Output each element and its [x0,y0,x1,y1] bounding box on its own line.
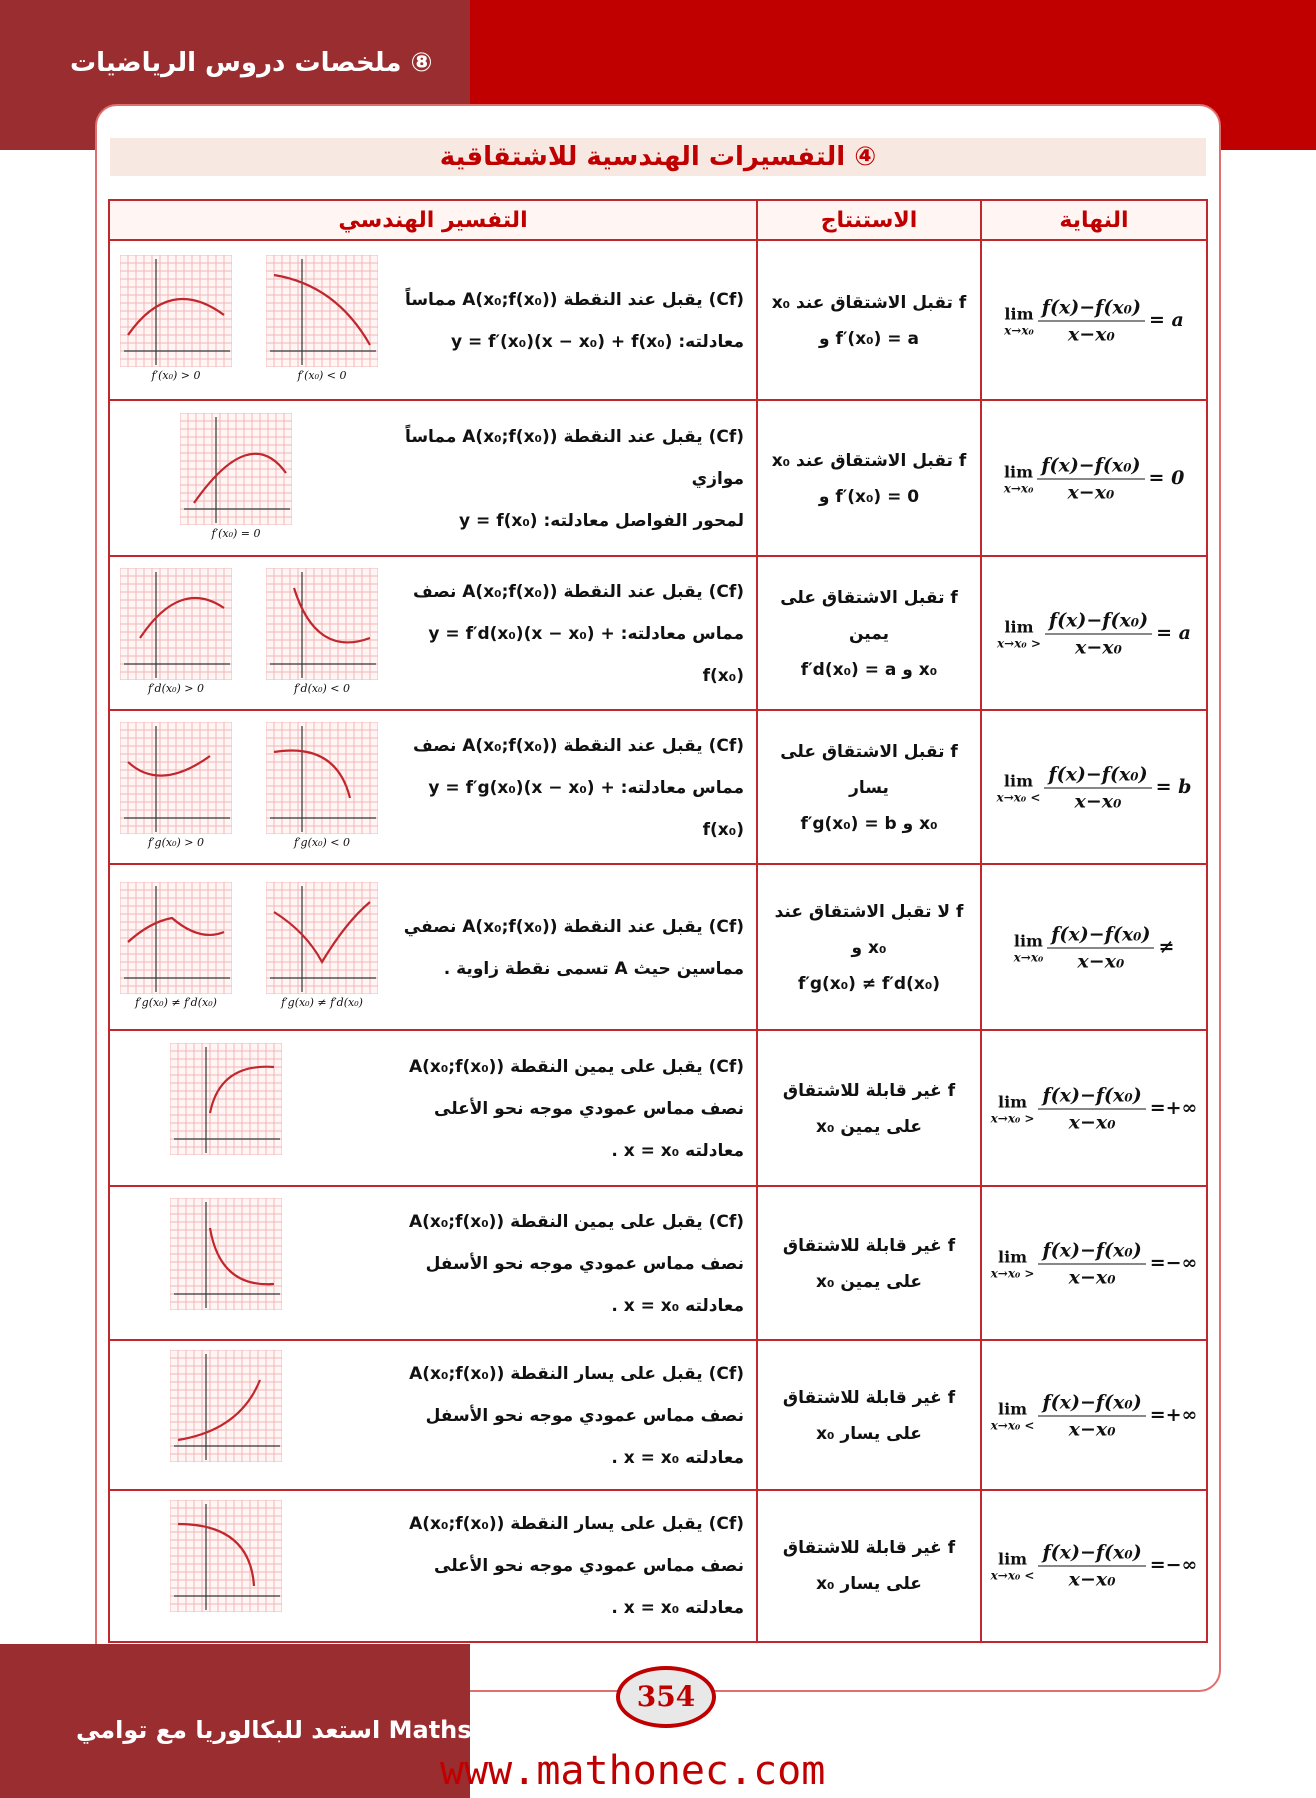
graph-svg [180,413,292,525]
conclusion-line: f′g(x₀) ≠ f′d(x₀) [797,974,941,994]
limit-cell [982,241,1206,401]
lim-subscript: x→x₀ > [990,1266,1035,1281]
table-row [110,1491,1206,1641]
limit-expression [982,1392,1206,1441]
lim-word [991,1093,1035,1126]
limit-expression [982,455,1206,504]
header-title: ⑧ ملخصات دروس الرياضيات [70,48,433,78]
limit-expression [982,764,1206,813]
conclusion-cell [758,1031,980,1187]
graph-label: f′(x₀) < 0 [297,369,347,382]
graph-label: f′g(x₀) ≠ f′d(x₀) [281,996,363,1009]
lim-word [1004,305,1034,338]
table-row [110,711,1206,865]
conclusion-line: x₀ و f′g(x₀) = b [800,814,938,834]
graph-svg [170,1043,282,1155]
conclusion-cell [758,1341,980,1491]
function-graph [120,255,232,382]
geometric-line: (Cf) يقبل على يسار النقطة A(x₀;f(x₀)) [409,1364,744,1384]
limit-expression [982,1085,1206,1134]
graph-svg [120,255,232,367]
lim-label: lim [1004,304,1034,324]
fraction [1037,455,1144,504]
denominator: x−x₀ [1068,1418,1116,1441]
graph-svg [120,882,232,994]
table-row [110,1341,1206,1491]
geometric-cell [110,1187,756,1341]
geometric-cell [110,401,756,557]
conclusion-line: f تقبل الاشتقاق عند x₀ [771,293,967,313]
geometric-text [394,1503,744,1629]
conclusion-line: f غير قابلة للاشتقاق [782,1538,956,1558]
geometric-cell [110,241,756,401]
denominator: x−x₀ [1068,1266,1116,1289]
function-graph [170,1043,282,1155]
footer-text: استعد للبكالوريا مع توامي Maths [76,1716,472,1744]
limit-cell [982,1491,1206,1641]
limit-result: = a [1148,309,1184,331]
numerator: f(x)−f(x₀) [1047,924,1154,949]
derivability-table [108,199,1208,1643]
conclusion-line: f′(x₀) = 0 و [818,487,920,507]
limit-result: = a [1156,622,1191,644]
lim-label: lim [998,1092,1028,1112]
conclusion-line: x₀ و [851,938,887,958]
conclusion-text [764,443,974,515]
conclusion-cell [758,1491,980,1641]
conclusion-cell [758,241,980,401]
geometric-text [394,279,744,363]
table-row [110,1031,1206,1187]
function-graph [266,722,378,849]
function-graph [120,722,232,849]
conclusion-text [764,734,974,842]
numerator: f(x)−f(x₀) [1038,1240,1145,1265]
graph-svg [266,255,378,367]
numerator: f(x)−f(x₀) [1038,1085,1145,1110]
fraction [1038,1085,1145,1134]
geometric-text [394,725,744,851]
lim-word [991,1400,1035,1433]
denominator: x−x₀ [1067,323,1115,346]
graph-svg [266,722,378,834]
limit-result: = 0 [1148,467,1185,489]
conclusion-text [764,285,974,357]
limit-result: =+∞ [1149,1097,1198,1119]
function-graph [180,413,292,540]
lim-subscript: x→x₀ [1003,481,1034,496]
function-graph [266,882,378,1009]
geometric-line: مماسين حيث A تسمى نقطة زاوية . [443,959,744,979]
conclusion-cell [758,401,980,557]
lim-subscript: x→x₀ < [996,790,1041,805]
function-graph [170,1350,282,1462]
conclusion-line: على يمين x₀ [815,1117,923,1137]
geometric-line: نصف مماس عمودي موجه نحو الأعلى معادلته x = x₀ . [434,1556,744,1618]
numerator: f(x)−f(x₀) [1044,764,1151,789]
graph-label: f′(x₀) = 0 [211,527,261,540]
geometric-text [394,906,744,990]
lim-label: lim [998,1549,1028,1569]
lim-label: lim [1013,931,1043,951]
lim-label: lim [1004,617,1034,637]
lim-word [991,1550,1035,1583]
lim-label: lim [1003,771,1034,791]
geometric-line: (Cf) يقبل عند النقطة A(x₀;f(x₀)) نصف [412,582,744,602]
table-row [110,865,1206,1031]
graph-svg [120,722,232,834]
website-url: www.mathonec.com [440,1748,826,1794]
function-graph [266,568,378,695]
lim-subscript: x→x₀ [1013,950,1044,965]
conclusion-line: f تقبل الاشتقاق على يسار [780,742,958,798]
conclusion-line: f لا تقبل الاشتقاق عند [774,902,964,922]
lim-label: lim [998,1247,1028,1267]
conclusion-cell [758,711,980,865]
denominator: x−x₀ [1077,950,1125,973]
conclusion-line: على يسار x₀ [816,1424,922,1444]
conclusion-cell [758,865,980,1031]
table-row [110,1187,1206,1341]
limit-result: = b [1155,776,1192,798]
geometric-line: نصف مماس عمودي موجه نحو الأسفل معادلته x = x₀ . [425,1406,744,1468]
conclusion-text [764,1073,974,1145]
conclusion-line: x₀ و f′d(x₀) = a [800,660,938,680]
graph-label: f′(x₀) > 0 [151,369,201,382]
graph-svg [170,1500,282,1612]
conclusion-line: f′(x₀) = a و [819,329,919,349]
lim-label: lim [998,1399,1028,1419]
geometric-line: (Cf) يقبل على يسار النقطة A(x₀;f(x₀)) [409,1514,744,1534]
geometric-line: لمحور الفواصل معادلته: y = f(x₀) [459,511,744,531]
function-graph [120,882,232,1009]
graph-svg [170,1198,282,1310]
function-graph [266,255,378,382]
conclusion-cell [758,557,980,711]
geometric-cell [110,711,756,865]
limit-cell [982,557,1206,711]
geometric-text [394,1353,744,1479]
conclusion-text [764,894,974,1002]
geometric-line: نصف مماس عمودي موجه نحو الأعلى معادلته x = x₀ . [434,1099,744,1161]
denominator: x−x₀ [1068,1568,1116,1591]
fraction [1038,1392,1145,1441]
numerator: f(x)−f(x₀) [1045,610,1152,635]
fraction [1045,610,1152,659]
geometric-line: (Cf) يقبل على يمين النقطة A(x₀;f(x₀)) [408,1057,744,1077]
conclusion-line: f تقبل الاشتقاق عند x₀ [771,451,967,471]
geometric-text [394,571,744,697]
fraction [1047,924,1154,973]
conclusion-cell [758,1187,980,1341]
denominator: x−x₀ [1068,1111,1116,1134]
denominator: x−x₀ [1075,636,1122,659]
function-graph [170,1500,282,1612]
graph-label: f′g(x₀) ≠ f′d(x₀) [135,996,217,1009]
function-graph [170,1198,282,1310]
limit-cell [982,865,1206,1031]
table-row [110,401,1206,557]
graph-label: f′d(x₀) < 0 [293,682,350,695]
geometric-line: نصف مماس عمودي موجه نحو الأسفل معادلته x = x₀ . [425,1254,744,1316]
fraction [1044,764,1151,813]
lim-word [997,772,1041,805]
limit-cell [982,1031,1206,1187]
limit-cell [982,711,1206,865]
graph-svg [120,568,232,680]
geometric-line: (Cf) يقبل عند النقطة A(x₀;f(x₀)) نصفي [403,917,744,937]
function-graph [120,568,232,695]
lim-subscript: x→x₀ > [997,636,1041,651]
geometric-text [394,416,744,542]
graph-svg [266,882,378,994]
conclusion-line: f غير قابلة للاشتقاق [782,1081,956,1101]
graph-svg [266,568,378,680]
limit-result: =+∞ [1149,1404,1198,1426]
column-header-conclusion: الاستنتاج [758,201,980,241]
geometric-line: (Cf) يقبل عند النقطة A(x₀;f(x₀)) مماساً موازي [404,427,744,489]
lim-subscript: x→x₀ < [990,1568,1035,1583]
numerator: f(x)−f(x₀) [1038,297,1145,322]
footer-bar [0,1644,470,1798]
limit-expression [982,1542,1206,1591]
geometric-line: (Cf) يقبل عند النقطة A(x₀;f(x₀)) مماساً [404,290,744,310]
geometric-line: مماس معادلته: y = f′g(x₀)(x − x₀) + f(x₀) [428,778,744,840]
geometric-line: (Cf) يقبل عند النقطة A(x₀;f(x₀)) نصف [412,736,744,756]
geometric-cell [110,1341,756,1491]
geometric-line: (Cf) يقبل على يمين النقطة A(x₀;f(x₀)) [408,1212,744,1232]
table-row [110,241,1206,401]
lim-label: lim [1003,462,1034,482]
geometric-line: معادلته: y = f′(x₀)(x − x₀) + f(x₀) [451,332,744,352]
conclusion-line: f غير قابلة للاشتقاق [782,1236,956,1256]
page-number: 354 [616,1666,716,1728]
numerator: f(x)−f(x₀) [1038,1542,1145,1567]
geometric-line: مماس معادلته: y = f′d(x₀)(x − x₀) + f(x₀) [428,624,744,686]
denominator: x−x₀ [1067,481,1115,504]
numerator: f(x)−f(x₀) [1038,1392,1145,1417]
conclusion-line: على يسار x₀ [816,1574,922,1594]
limit-cell [982,1187,1206,1341]
geometric-cell [110,1031,756,1187]
lim-word [997,618,1041,651]
graph-label: f′g(x₀) > 0 [147,836,204,849]
conclusion-text [764,580,974,688]
limit-expression [982,610,1206,659]
denominator: x−x₀ [1074,790,1122,813]
lim-word [1004,463,1034,496]
limit-cell [982,401,1206,557]
geometric-cell [110,1491,756,1641]
fraction [1038,1240,1145,1289]
fraction [1038,1542,1145,1591]
limit-result: =−∞ [1149,1554,1198,1576]
limit-expression [982,1240,1206,1289]
table-row [110,557,1206,711]
conclusion-text [764,1380,974,1452]
limit-result: ≠ [1158,936,1175,958]
geometric-text [394,1046,744,1172]
limit-expression [982,924,1206,973]
lim-word [991,1248,1035,1281]
lim-subscript: x→x₀ < [990,1418,1035,1433]
geometric-text [394,1201,744,1327]
conclusion-line: على يمين x₀ [815,1272,923,1292]
graph-svg [170,1350,282,1462]
limit-result: =−∞ [1149,1252,1198,1274]
conclusion-line: f غير قابلة للاشتقاق [782,1388,956,1408]
limit-expression [982,297,1206,346]
graph-label: f′d(x₀) > 0 [147,682,204,695]
column-header-geometric: التفسير الهندسي [110,201,756,241]
conclusion-line: f تقبل الاشتقاق على يمين [780,588,958,644]
geometric-cell [110,865,756,1031]
numerator: f(x)−f(x₀) [1037,455,1144,480]
column-header-limit: النهاية [982,201,1206,241]
section-title: ④ التفسيرات الهندسية للاشتقاقية [110,138,1206,176]
conclusion-text [764,1530,974,1602]
lim-word [1014,932,1044,965]
lim-subscript: x→x₀ [1004,323,1034,338]
graph-label: f′g(x₀) < 0 [293,836,350,849]
conclusion-text [764,1228,974,1300]
fraction [1038,297,1145,346]
limit-cell [982,1341,1206,1491]
geometric-cell [110,557,756,711]
lim-subscript: x→x₀ > [990,1111,1035,1126]
